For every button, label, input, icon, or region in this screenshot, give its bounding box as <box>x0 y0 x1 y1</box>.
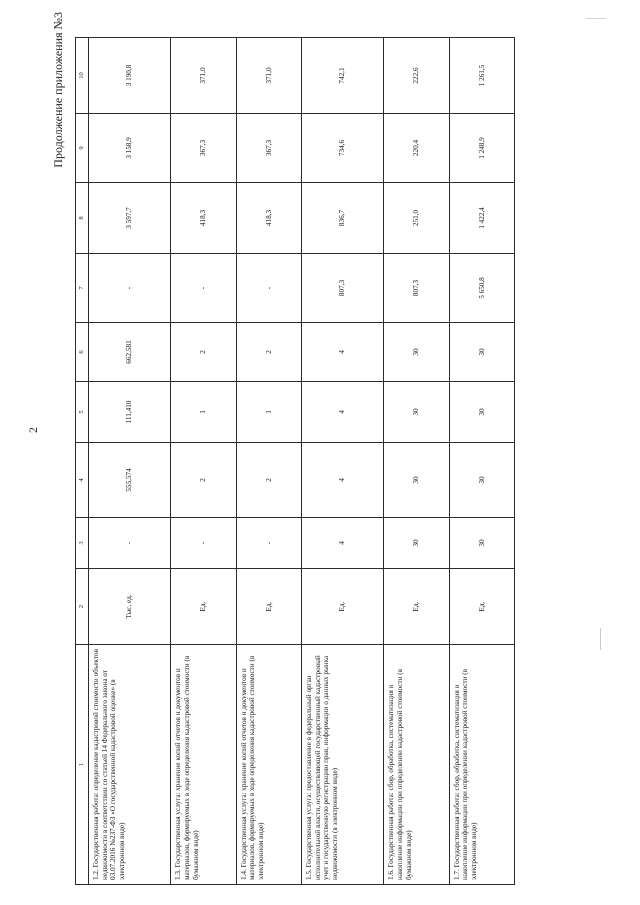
value-cell: 1 422,4 <box>449 183 514 254</box>
value-cell: 30 <box>384 518 449 569</box>
value-cell: - <box>89 518 171 569</box>
value-cell: - <box>171 254 236 323</box>
value-cell: 1 248,9 <box>449 114 514 183</box>
value-cell: 2 <box>171 443 236 518</box>
column-number: 6 <box>76 323 89 382</box>
column-number: 3 <box>76 518 89 569</box>
table-header-row <box>76 38 89 885</box>
appendix-table-container <box>75 38 515 885</box>
value-cell: 555,574 <box>89 443 171 518</box>
table-row <box>89 38 171 885</box>
value-cell: 836,7 <box>301 183 383 254</box>
service-name-cell: 1.4. Государственная услуга: хранение копий отчетов и документов и материалов, формируемых в ходе определения кадастровой стоимости (в электронном виде) <box>236 645 301 885</box>
column-number: 8 <box>76 183 89 254</box>
unit-cell: Ед. <box>384 569 449 645</box>
value-cell: 30 <box>384 382 449 443</box>
value-cell: 742,1 <box>301 38 383 114</box>
value-cell: 2 <box>236 323 301 382</box>
unit-cell: Ед. <box>171 569 236 645</box>
value-cell: 367,3 <box>171 114 236 183</box>
column-number: 2 <box>76 569 89 645</box>
value-cell: 2 <box>171 323 236 382</box>
value-cell: 222,6 <box>384 38 449 114</box>
service-name-cell: 1.7. Государственная работа: сбор, обработка, систематизация и накопление информации при определении кадастровой стоимости (в электронном виде) <box>449 645 514 885</box>
value-cell: 734,6 <box>301 114 383 183</box>
value-cell: 30 <box>449 323 514 382</box>
value-cell: 30 <box>449 518 514 569</box>
value-cell: - <box>89 254 171 323</box>
value-cell: 807,3 <box>384 254 449 323</box>
value-cell: 371,0 <box>236 38 301 114</box>
value-cell: 4 <box>301 443 383 518</box>
scan-mark-margin <box>600 628 601 650</box>
value-cell: 251,0 <box>384 183 449 254</box>
value-cell: 111,410 <box>89 382 171 443</box>
value-cell: 30 <box>384 323 449 382</box>
unit-cell: Тыс. ед. <box>89 569 171 645</box>
unit-cell: Ед. <box>236 569 301 645</box>
table-row <box>384 38 449 885</box>
value-cell: - <box>236 254 301 323</box>
value-cell: - <box>236 518 301 569</box>
value-cell: 4 <box>301 323 383 382</box>
value-cell: - <box>171 518 236 569</box>
value-cell: 3 158,9 <box>89 114 171 183</box>
value-cell: 220,4 <box>384 114 449 183</box>
value-cell: 5 650,8 <box>449 254 514 323</box>
value-cell: 662,581 <box>89 323 171 382</box>
column-number: 1 <box>76 645 89 885</box>
value-cell: 418,3 <box>236 183 301 254</box>
column-number: 10 <box>76 38 89 114</box>
appendix-table <box>75 37 515 885</box>
table-row <box>449 38 514 885</box>
column-number: 7 <box>76 254 89 323</box>
appendix-continuation-label: Продолжение приложения №3 <box>51 12 65 168</box>
value-cell: 371,0 <box>171 38 236 114</box>
unit-cell: Ед. <box>449 569 514 645</box>
scan-mark-top <box>586 10 606 19</box>
value-cell: 3 597,7 <box>89 183 171 254</box>
column-number: 5 <box>76 382 89 443</box>
column-number: 4 <box>76 443 89 518</box>
column-number: 9 <box>76 114 89 183</box>
value-cell: 4 <box>301 518 383 569</box>
value-cell: 807,3 <box>301 254 383 323</box>
service-name-cell: 1.6. Государственная работа: сбор, обработка, систематизация и накопление информации при определении кадастровой стоимости (в бумажном виде) <box>384 645 449 885</box>
unit-cell: Ед. <box>301 569 383 645</box>
value-cell: 30 <box>384 443 449 518</box>
value-cell: 1 <box>171 382 236 443</box>
value-cell: 2 <box>236 443 301 518</box>
value-cell: 367,3 <box>236 114 301 183</box>
value-cell: 1 261,5 <box>449 38 514 114</box>
table-row <box>301 38 383 885</box>
value-cell: 30 <box>449 382 514 443</box>
service-name-cell: 1.5. Государственная услуга: предоставление в федеральный орган исполнительной власти, осуществляющей государственный кадастровый учет и государственную регистрацию прав, информации о данных рынка недвижимости (в электронном виде) <box>301 645 383 885</box>
value-cell: 418,3 <box>171 183 236 254</box>
value-cell: 1 <box>236 382 301 443</box>
table-row <box>236 38 301 885</box>
page-number: 2 <box>26 427 40 433</box>
value-cell: 4 <box>301 382 383 443</box>
service-name-cell: 1.2. Государственная работа: определение кадастровой стоимости объектов недвижимости в соответствии со статьей 14 Федерального закона от 03.07.2016 №237-ФЗ «О государственной кадастровой оценке» (в электронном виде) <box>89 645 171 885</box>
table-row <box>171 38 236 885</box>
service-name-cell: 1.3. Государственная услуга: хранение копий отчетов и документов и материалов, формируемых в ходе определения кадастровой стоимости (в бумажном виде) <box>171 645 236 885</box>
value-cell: 30 <box>449 443 514 518</box>
value-cell: 3 190,8 <box>89 38 171 114</box>
